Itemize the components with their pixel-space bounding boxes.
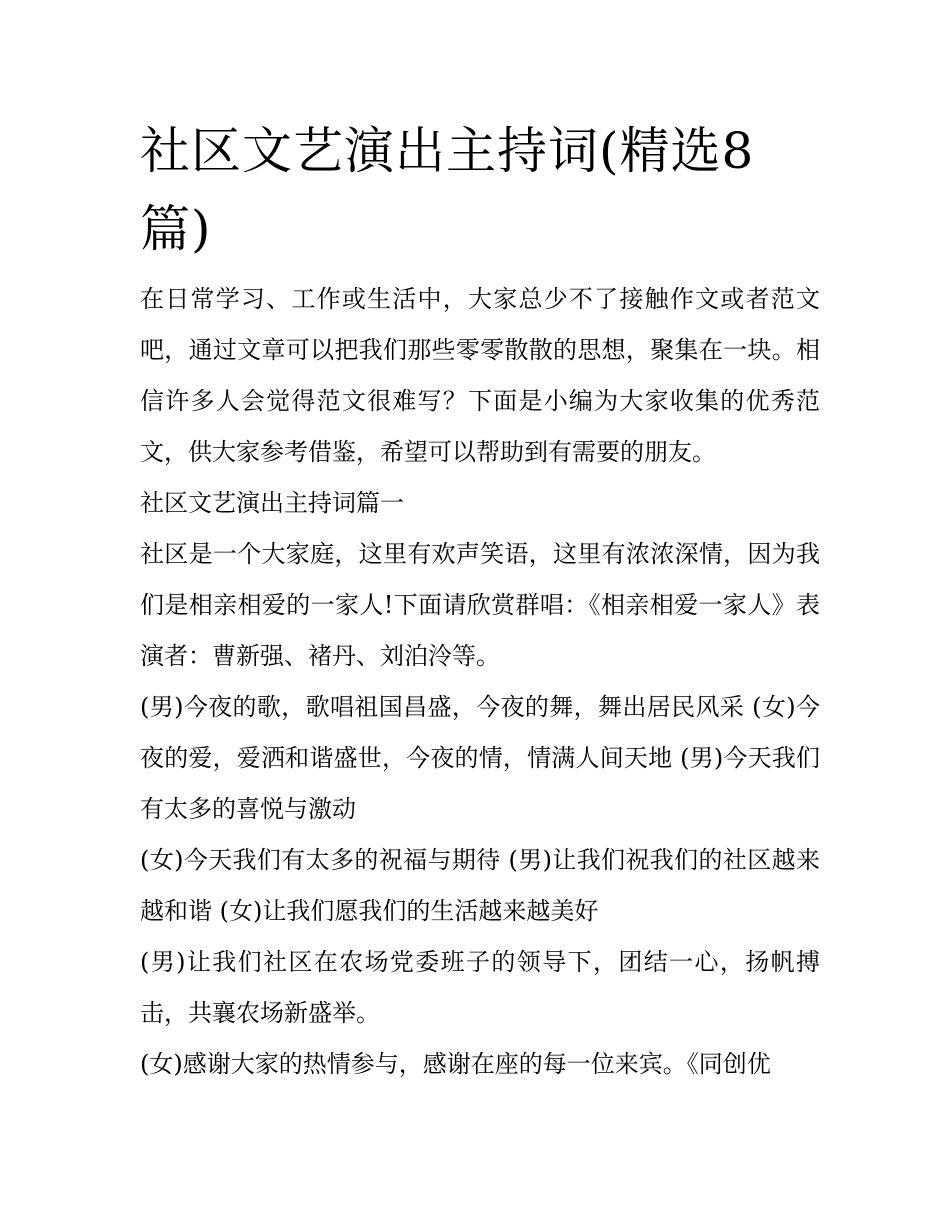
- document-title: 社区文艺演出主持词(精选8篇): [140, 122, 755, 258]
- section-heading: 社区文艺演出主持词篇一: [140, 489, 404, 517]
- body-paragraph: (女)今天我们有太多的祝福与期待 (男)让我们祝我们的社区越来越和谐 (女)让我们愿我们的生活越来越美好: [140, 846, 820, 925]
- document-body: [140, 274, 820, 1090]
- body-paragraph: (男)今夜的歌，歌唱祖国昌盛，今夜的舞，舞出居民风采 (女)今夜的爱，爱洒和谐盛世，今夜的情，情满人间天地 (男)今天我们有太多的喜悦与激动: [140, 693, 820, 823]
- body-paragraph: (女)感谢大家的热情参与，感谢在座的每一位来宾。《同创优: [140, 1050, 771, 1078]
- intro-paragraph: 在日常学习、工作或生活中，大家总少不了接触作文或者范文吧，通过文章可以把我们那些零零散散的思想，聚集在一块。相信许多人会觉得范文很难写？下面是小编为大家收集的优秀范文，供大家参考借鉴，希望可以帮助到有需要的朋友。: [140, 285, 820, 466]
- body-paragraph: (男)让我们社区在农场党委班子的领导下，团结一心，扬帆搏击，共襄农场新盛举。: [140, 948, 820, 1027]
- body-paragraph: 社区是一个大家庭，这里有欢声笑语，这里有浓浓深情，因为我们是相亲相爱的一家人!下面请欣赏群唱：《相亲相爱一家人》表演者：曹新强、褚丹、刘泊泠等。: [140, 540, 820, 670]
